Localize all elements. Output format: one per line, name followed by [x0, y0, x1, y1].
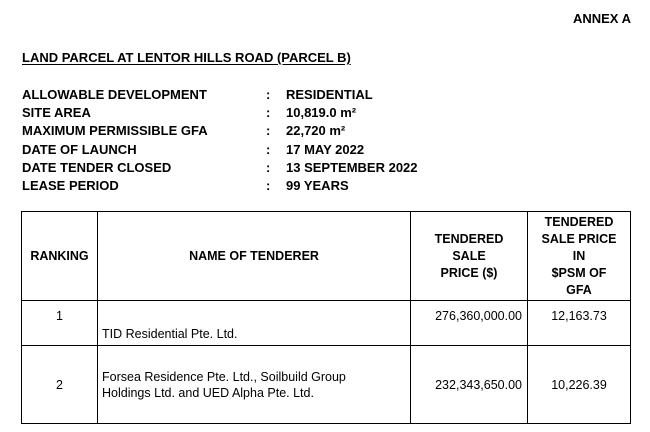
tenderer-name-line: Holdings Ltd. and UED Alpha Pte. Ltd. — [102, 385, 314, 400]
header-line: PRICE ($) — [440, 265, 498, 280]
annex-label: ANNEX A — [572, 11, 631, 26]
tenderer-name-line: Forsea Residence Pte. Ltd., Soilbuild Group — [102, 369, 346, 384]
detail-row-date-of-launch — [22, 141, 418, 159]
table-row — [22, 301, 631, 346]
page-title: LAND PARCEL AT LENTOR HILLS ROAD (PARCEL B) — [22, 50, 351, 65]
parcel-details — [22, 86, 418, 195]
header-name-of-tenderer: NAME OF TENDERER — [98, 212, 411, 301]
detail-value: 99 YEARS — [286, 177, 349, 193]
header-price-psm — [528, 212, 631, 301]
cell-tenderer-name — [98, 301, 411, 346]
header-line: GFA — [566, 282, 592, 297]
cell-price-psm: 12,163.73 — [528, 301, 631, 346]
cell-ranking: 1 — [22, 301, 98, 346]
detail-label: DATE TENDER CLOSED — [22, 159, 172, 175]
header-line: TENDERED — [544, 214, 614, 229]
detail-colon: : — [266, 123, 271, 139]
table-header-row — [22, 212, 631, 301]
detail-value: 17 MAY 2022 — [286, 141, 365, 157]
tenderer-name-line: TID Residential Pte. Ltd. — [102, 327, 238, 341]
detail-row-max-gfa — [22, 122, 418, 140]
detail-colon: : — [266, 87, 271, 102]
detail-colon: : — [266, 177, 271, 193]
header-line: SALE — [452, 248, 486, 263]
detail-label: LEASE PERIOD — [22, 177, 119, 193]
detail-colon: : — [266, 159, 271, 175]
detail-value: 22,720 m² — [286, 123, 346, 139]
header-tendered-sale-price — [411, 212, 528, 301]
cell-sale-price: 276,360,000.00 — [411, 301, 528, 346]
header-ranking: RANKING — [22, 212, 98, 301]
detail-row-site-area — [22, 104, 418, 122]
table-row — [22, 346, 631, 424]
detail-label: ALLOWABLE DEVELOPMENT — [22, 87, 207, 102]
detail-colon: : — [266, 141, 271, 157]
header-line: SALE PRICE — [541, 231, 617, 246]
detail-value: 10,819.0 m² — [286, 105, 357, 121]
header-line: TENDERED — [434, 231, 504, 246]
detail-row-date-tender-closed — [22, 159, 418, 177]
header-line: $PSM OF — [551, 265, 607, 280]
cell-price-psm: 10,226.39 — [528, 346, 631, 424]
detail-label: SITE AREA — [22, 105, 91, 121]
cell-ranking: 2 — [22, 346, 98, 424]
detail-colon: : — [266, 105, 271, 121]
cell-tenderer-name — [98, 346, 411, 424]
tender-results-table — [21, 211, 631, 424]
detail-label: DATE OF LAUNCH — [22, 141, 137, 157]
detail-value: RESIDENTIAL — [286, 87, 373, 102]
detail-label: MAXIMUM PERMISSIBLE GFA — [22, 123, 208, 139]
detail-row-allowable-development — [22, 86, 418, 104]
cell-sale-price: 232,343,650.00 — [411, 346, 528, 424]
detail-row-lease-period — [22, 177, 418, 195]
header-line: IN — [572, 248, 586, 263]
detail-value: 13 SEPTEMBER 2022 — [286, 159, 418, 175]
